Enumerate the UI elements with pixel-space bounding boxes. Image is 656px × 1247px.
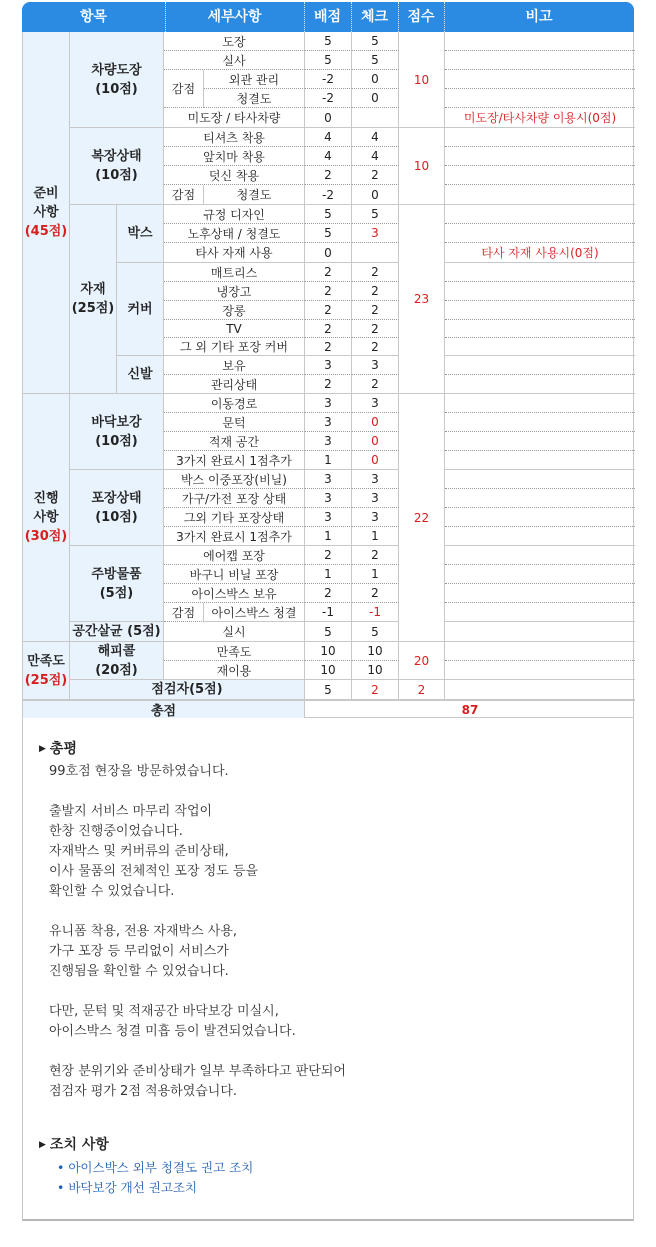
detail-cell: TV	[164, 320, 305, 338]
alloc-cell: 5	[305, 680, 352, 700]
category-satisfaction-title: 만족도	[27, 653, 65, 669]
review-line: 자재박스 및 커버류의 준비상태,	[49, 844, 229, 859]
remark-cell	[445, 546, 635, 565]
check-cell: 0	[352, 432, 399, 451]
category-prep-title: 준비 사항	[33, 186, 59, 220]
check-cell: 2	[352, 166, 399, 185]
review-line: 가구 포장 등 무리없이 서비스가	[49, 944, 229, 959]
review-section	[22, 718, 634, 1221]
check-cell	[352, 108, 399, 128]
alloc-cell: 3	[305, 508, 352, 527]
alloc-cell: 2	[305, 263, 352, 282]
check-cell: 2	[352, 375, 399, 394]
alloc-cell: 2	[305, 282, 352, 301]
review-line: 점검자 평가 2점 적용하였습니다.	[49, 1084, 238, 1099]
check-cell: 2	[352, 263, 399, 282]
alloc-cell: -2	[305, 89, 352, 108]
detail-cell: 아이스박스 보유	[164, 584, 305, 603]
detail-cell: 이동경로	[164, 394, 305, 413]
alloc-cell: -1	[305, 603, 352, 622]
alloc-cell: 2	[305, 375, 352, 394]
category-prep-points: (45점)	[24, 224, 68, 239]
review-line: 한창 진행중이었습니다.	[49, 824, 183, 839]
check-cell: 5	[352, 622, 399, 642]
remark-cell	[445, 603, 635, 622]
alloc-cell: 3	[305, 356, 352, 375]
alloc-cell: -2	[305, 70, 352, 89]
header-item: 항목	[22, 2, 166, 32]
remark-cell	[445, 661, 635, 680]
evaluation-table	[22, 32, 634, 718]
category-satisfaction-points: (25점)	[24, 672, 68, 688]
check-cell: 0	[352, 70, 399, 89]
review-line: 99호점 현장을 방문하였습니다.	[49, 764, 229, 779]
alloc-cell: 3	[305, 394, 352, 413]
triangle-right-icon: ▶	[39, 744, 46, 754]
check-cell: 10	[352, 642, 399, 661]
group-shoes: 신발	[117, 356, 164, 394]
remark-cell: 타사 자재 사용시(0점)	[445, 243, 635, 263]
review-line: 이사 물품의 전체적인 포장 정도 등을	[49, 864, 259, 879]
check-cell: 3	[352, 508, 399, 527]
group-box: 박스	[117, 205, 164, 263]
remark-cell	[445, 622, 635, 642]
remark-cell	[445, 338, 635, 356]
check-cell: 5	[352, 205, 399, 224]
score-car: 10	[399, 32, 445, 128]
check-cell: 2	[352, 320, 399, 338]
alloc-cell: 2	[305, 301, 352, 320]
group-packing: 포장상태 (10점)	[70, 470, 164, 546]
total-label: 총점	[23, 700, 305, 718]
remark-cell	[445, 489, 635, 508]
detail-cell: 냉장고	[164, 282, 305, 301]
alloc-cell: 0	[305, 243, 352, 263]
remark-cell	[445, 642, 635, 661]
remark-cell	[445, 301, 635, 320]
remark-cell	[445, 470, 635, 489]
remark-cell	[445, 166, 635, 185]
detail-cell: 가구/가전 포장 상태	[164, 489, 305, 508]
alloc-cell: 0	[305, 108, 352, 128]
alloc-cell: 3	[305, 432, 352, 451]
remark-cell	[445, 432, 635, 451]
remark-cell	[445, 527, 635, 546]
detail-cell: 청결도	[204, 89, 305, 108]
alloc-cell: 5	[305, 622, 352, 642]
check-cell: 3	[352, 356, 399, 375]
remark-cell	[445, 70, 635, 89]
detail-cell: 적재 공간	[164, 432, 305, 451]
review-title: 총평	[49, 741, 77, 757]
detail-cell: 규정 디자인	[164, 205, 305, 224]
detail-cell: 보유	[164, 356, 305, 375]
detail-cell: 그외 기타 포장상태	[164, 508, 305, 527]
detail-cell: 티셔츠 착용	[164, 128, 305, 147]
category-prep	[23, 32, 70, 394]
detail-cell: 그 외 기타 포장 커버	[164, 338, 305, 356]
check-cell	[352, 243, 399, 263]
remark-cell	[445, 565, 635, 584]
check-cell: 5	[352, 51, 399, 70]
detail-cell: 청결도	[204, 185, 305, 205]
remark-cell	[445, 224, 635, 243]
remark-cell	[445, 128, 635, 147]
header-score: 점수	[398, 2, 445, 32]
check-cell: 2	[352, 282, 399, 301]
check-cell: 3	[352, 224, 399, 243]
remark-cell	[445, 375, 635, 394]
header-alloc: 배점	[304, 2, 352, 32]
bullet-icon: •	[57, 1160, 69, 1175]
alloc-cell: 5	[305, 205, 352, 224]
score-material: 23	[399, 205, 445, 394]
bullet-icon: •	[57, 1180, 69, 1195]
alloc-cell: 5	[305, 51, 352, 70]
detail-cell: 앞치마 착용	[164, 147, 305, 166]
alloc-cell: 10	[305, 642, 352, 661]
remark-cell	[445, 185, 635, 205]
actions-heading	[39, 1134, 109, 1154]
check-cell: -1	[352, 603, 399, 622]
detail-cell: 재이용	[164, 661, 305, 680]
remark-cell	[445, 584, 635, 603]
remark-cell	[445, 508, 635, 527]
alloc-cell: 3	[305, 470, 352, 489]
group-kitchen: 주방물품 (5점)	[70, 546, 164, 622]
alloc-cell: 1	[305, 451, 352, 470]
detail-cell: 3가지 완료시 1점추가	[164, 527, 305, 546]
triangle-right-icon: ▶	[39, 1140, 46, 1150]
check-cell: 5	[352, 32, 399, 51]
remark-cell	[445, 451, 635, 470]
review-heading	[39, 738, 77, 758]
detail-cell: 만족도	[164, 642, 305, 661]
check-cell: 4	[352, 147, 399, 166]
remark-cell	[445, 394, 635, 413]
review-line: 진행됨을 확인할 수 있었습니다.	[49, 964, 229, 979]
group-clothing: 복장상태 (10점)	[70, 128, 164, 205]
alloc-cell: 5	[305, 224, 352, 243]
group-inspector: 점검자(5점)	[70, 680, 305, 700]
review-line: 확인할 수 있었습니다.	[49, 884, 175, 899]
category-progress	[23, 394, 70, 642]
action-item-text: 바닥보강 개선 권고조치	[68, 1180, 198, 1195]
alloc-cell: 2	[305, 320, 352, 338]
action-item	[57, 1178, 197, 1196]
header-remark: 비고	[525, 9, 553, 25]
alloc-cell: 1	[305, 565, 352, 584]
detail-cell: 덧신 착용	[164, 166, 305, 185]
check-cell: 2	[352, 680, 399, 700]
remark-cell	[445, 356, 635, 375]
check-cell: 1	[352, 565, 399, 584]
group-car-paint: 차량도장 (10점)	[70, 32, 164, 128]
alloc-cell: -2	[305, 185, 352, 205]
detail-cell: 에어캡 포장	[164, 546, 305, 565]
check-cell: 0	[352, 185, 399, 205]
category-progress-points: (30점)	[24, 529, 68, 544]
review-line: 아이스박스 청결 미흡 등이 발견되었습니다.	[49, 1024, 296, 1039]
check-cell: 0	[352, 413, 399, 432]
alloc-cell: 5	[305, 32, 352, 51]
header-check: 체크	[351, 2, 399, 32]
check-cell: 3	[352, 489, 399, 508]
deduct-label-car: 감점	[164, 70, 204, 108]
check-cell: 2	[352, 301, 399, 320]
remark-cell	[445, 51, 635, 70]
remark-cell: 미도장/타사차량 이용시(0점)	[445, 108, 635, 128]
remark-cell	[445, 680, 635, 700]
detail-cell: 문턱	[164, 413, 305, 432]
detail-cell: 실시	[164, 622, 305, 642]
review-line: 유니폼 착용, 전용 자재박스 사용,	[49, 924, 238, 939]
detail-cell: 박스 이중포장(비닐)	[164, 470, 305, 489]
action-item-text: 아이스박스 외부 청결도 권고 조치	[68, 1160, 254, 1175]
score-inspector: 2	[399, 680, 445, 700]
total-value: 87	[305, 700, 635, 718]
remark-cell	[445, 89, 635, 108]
score-clothing: 10	[399, 128, 445, 205]
remark-cell	[445, 413, 635, 432]
detail-cell: 외관 관리	[204, 70, 305, 89]
detail-cell: 3가지 완료시 1점추가	[164, 451, 305, 470]
table-header	[22, 2, 634, 32]
check-cell: 2	[352, 546, 399, 565]
check-cell: 1	[352, 527, 399, 546]
check-cell: 3	[352, 470, 399, 489]
score-progress: 22	[399, 394, 445, 642]
review-line: 현장 분위기와 준비상태가 일부 부족하다고 판단되어	[49, 1064, 346, 1079]
remark-cell	[445, 32, 635, 51]
check-cell: 4	[352, 128, 399, 147]
deduct-label-clothing: 감점	[164, 185, 204, 205]
alloc-cell: 1	[305, 527, 352, 546]
detail-cell: 실사	[164, 51, 305, 70]
remark-cell	[445, 320, 635, 338]
detail-cell: 매트리스	[164, 263, 305, 282]
detail-cell: 미도장 / 타사차량	[164, 108, 305, 128]
score-happycall: 20	[399, 642, 445, 680]
check-cell: 2	[352, 584, 399, 603]
check-cell: 0	[352, 451, 399, 470]
check-cell: 3	[352, 394, 399, 413]
category-satisfaction	[23, 642, 70, 700]
alloc-cell: 2	[305, 338, 352, 356]
review-line: 출발지 서비스 마무리 작업이	[49, 804, 213, 819]
action-item	[57, 1158, 253, 1176]
check-cell: 10	[352, 661, 399, 680]
detail-cell: 관리상태	[164, 375, 305, 394]
remark-cell	[445, 147, 635, 166]
remark-cell	[445, 263, 635, 282]
detail-cell: 바구니 비닐 포장	[164, 565, 305, 584]
check-cell: 0	[352, 89, 399, 108]
alloc-cell: 2	[305, 546, 352, 565]
detail-cell: 장롱	[164, 301, 305, 320]
detail-cell: 아이스박스 청결	[204, 603, 305, 622]
detail-cell: 노후상태 / 청결도	[164, 224, 305, 243]
header-detail: 세부사항	[165, 2, 305, 32]
check-cell: 2	[352, 338, 399, 356]
remark-cell	[445, 205, 635, 224]
detail-cell: 도장	[164, 32, 305, 51]
alloc-cell: 2	[305, 166, 352, 185]
group-happycall: 해피콜 (20점)	[70, 642, 164, 680]
category-progress-title: 진행 사항	[33, 491, 59, 525]
actions-title: 조치 사항	[49, 1137, 109, 1153]
deduct-label-kitchen: 감점	[164, 603, 204, 622]
group-floor: 바닥보강 (10점)	[70, 394, 164, 470]
review-line: 다만, 문턱 및 적재공간 바닥보강 미실시,	[49, 1004, 279, 1019]
group-material: 자재 (25점)	[70, 205, 117, 394]
alloc-cell: 3	[305, 489, 352, 508]
alloc-cell: 4	[305, 147, 352, 166]
remark-cell	[445, 282, 635, 301]
alloc-cell: 10	[305, 661, 352, 680]
alloc-cell: 2	[305, 584, 352, 603]
group-disinfect: 공간살균 (5점)	[70, 622, 164, 642]
alloc-cell: 4	[305, 128, 352, 147]
alloc-cell: 3	[305, 413, 352, 432]
detail-cell: 타사 자재 사용	[164, 243, 305, 263]
group-cover: 커버	[117, 263, 164, 356]
